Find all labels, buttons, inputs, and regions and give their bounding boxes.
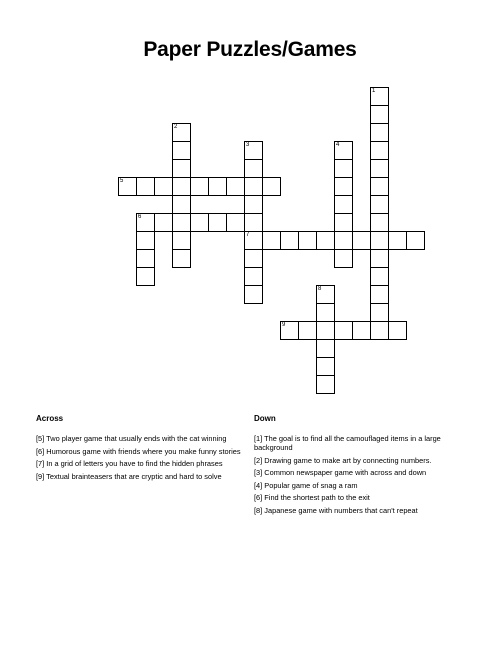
- crossword-cell: [154, 213, 173, 232]
- crossword-cell: [406, 231, 425, 250]
- crossword-cell: [172, 123, 191, 142]
- crossword-cell: [370, 303, 389, 322]
- crossword-cell: [244, 159, 263, 178]
- crossword-cell: [370, 123, 389, 142]
- clue-number: 4: [336, 142, 340, 148]
- crossword-cell: [388, 321, 407, 340]
- crossword-cell: [190, 177, 209, 196]
- crossword-cell: [136, 249, 155, 268]
- crossword-cell: [298, 321, 317, 340]
- crossword-cell: [334, 141, 353, 160]
- clue-number: 1: [372, 88, 376, 94]
- crossword-cell: [244, 195, 263, 214]
- crossword-cell: [172, 177, 191, 196]
- crossword-cell: [316, 303, 335, 322]
- crossword-cell: [316, 375, 335, 394]
- clue-number: 9: [282, 322, 286, 328]
- crossword-cell: [370, 231, 389, 250]
- crossword-cell: [370, 177, 389, 196]
- crossword-cell: [370, 159, 389, 178]
- crossword-cell: [370, 195, 389, 214]
- crossword-cell: [244, 177, 263, 196]
- across-clue: [9] Textual brainteasers that are cryptic and hard to solve: [36, 471, 222, 481]
- crossword-cell: [172, 249, 191, 268]
- crossword-cell: [172, 195, 191, 214]
- clue-number: 6: [138, 214, 142, 220]
- crossword-cell: [244, 267, 263, 286]
- crossword-cell: [370, 141, 389, 160]
- crossword-cell: [244, 285, 263, 304]
- crossword-cell: [298, 231, 317, 250]
- crossword-cell: [370, 321, 389, 340]
- across-clue: [6] Humorous game with friends where you make funny stories: [36, 446, 241, 456]
- crossword-cell: [370, 285, 389, 304]
- down-clue: [4] Popular game of snag a ram: [254, 480, 358, 490]
- crossword-cell: [334, 159, 353, 178]
- down-clue: [1] The goal is to find all the camouflaged items in a large background: [254, 434, 441, 452]
- crossword-cell: [388, 231, 407, 250]
- crossword-cell: [244, 231, 263, 250]
- crossword-cell: [190, 213, 209, 232]
- crossword-cell: [370, 105, 389, 124]
- crossword-cell: [208, 213, 227, 232]
- crossword-cell: [136, 213, 155, 232]
- crossword-cell: [316, 321, 335, 340]
- across-clues: [36, 414, 251, 484]
- across-heading: Across: [36, 414, 64, 423]
- down-clues: [254, 414, 469, 518]
- clue-number: 3: [246, 142, 250, 148]
- crossword-cell: [172, 141, 191, 160]
- crossword-cell: [370, 213, 389, 232]
- crossword-cell: [352, 321, 371, 340]
- across-clue: [7] In a grid of letters you have to find the hidden phrases: [36, 459, 223, 468]
- crossword-cell: [370, 249, 389, 268]
- crossword-cell: [316, 231, 335, 250]
- crossword-cell: [172, 159, 191, 178]
- crossword-cell: [334, 195, 353, 214]
- across-clue: [5] Two player game that usually ends with the cat winning: [36, 434, 227, 443]
- crossword-cell: [334, 231, 353, 250]
- crossword-cell: [172, 213, 191, 232]
- clue-number: 5: [120, 178, 124, 184]
- crossword-cell: [226, 177, 245, 196]
- crossword-cell: [154, 177, 173, 196]
- crossword-cell: [280, 321, 299, 340]
- crossword-cell: [244, 249, 263, 268]
- crossword-cell: [334, 213, 353, 232]
- crossword-cell: [136, 267, 155, 286]
- crossword-cell: [280, 231, 299, 250]
- crossword-cell: [262, 177, 281, 196]
- crossword-cell: [136, 177, 155, 196]
- crossword-cell: [334, 321, 353, 340]
- crossword-cell: [370, 87, 389, 106]
- crossword-cell: [316, 357, 335, 376]
- crossword-cell: [226, 213, 245, 232]
- crossword-cell: [316, 285, 335, 304]
- crossword-cell: [172, 231, 191, 250]
- clue-number: 2: [174, 124, 178, 130]
- crossword-cell: [262, 231, 281, 250]
- crossword-cell: [244, 213, 263, 232]
- down-clue: [6] Find the shortest path to the exit: [254, 493, 370, 502]
- down-clue: [8] Japanese game with numbers that can't repeat: [254, 505, 418, 515]
- down-clue: [3] Common newspaper game with across and down: [254, 468, 427, 477]
- down-clue: [2] Drawing game to make art by connecting numbers.: [254, 455, 432, 465]
- crossword-cell: [334, 177, 353, 196]
- crossword-cell: [316, 339, 335, 358]
- page-title: Paper Puzzles/Games: [143, 38, 357, 61]
- crossword-cell: [136, 231, 155, 250]
- down-heading: Down: [254, 414, 276, 423]
- clue-number: 8: [318, 286, 322, 292]
- crossword-cell: [370, 267, 389, 286]
- crossword-cell: [352, 231, 371, 250]
- crossword-cell: [244, 141, 263, 160]
- crossword-cell: [118, 177, 137, 196]
- crossword-cell: [334, 249, 353, 268]
- clue-number: 7: [246, 232, 250, 238]
- crossword-cell: [208, 177, 227, 196]
